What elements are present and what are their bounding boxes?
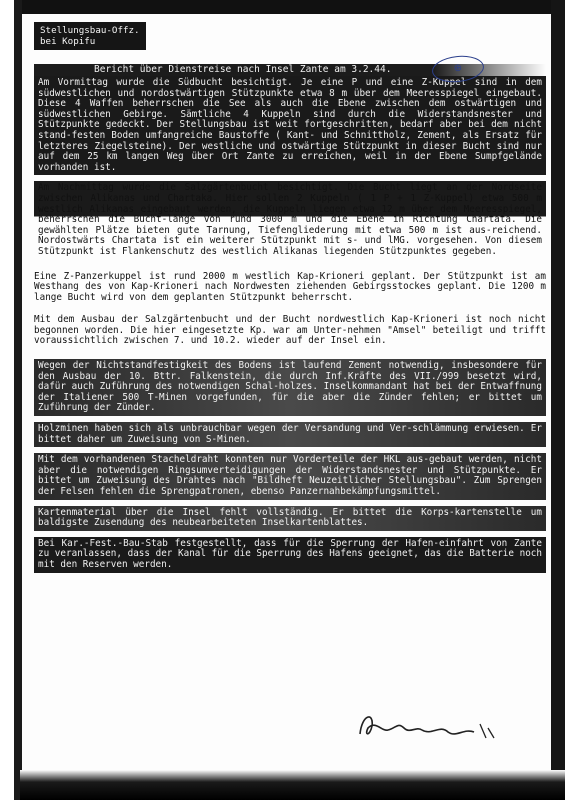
handwritten-signature xyxy=(352,706,502,746)
scan-border-bottom xyxy=(20,770,565,800)
scan-border-right xyxy=(551,0,565,800)
paragraph-suedbucht: Am Vormittag wurde die Südbucht besichtigt. Je eine P und eine Z-Kuppel sind in dem südwestlichen und nordostwärtigen Stützpunkte etwa 8 m über dem Meeresspiegel eingebaut. Diese 4 Waffen beherrschen die See als auch die Ebene zwischen dem ostwärtigen und südwestlichen Gebirge. Sämtliche 4 Kuppeln sind durch die Widerstandsnester und Stützpunkte gedeckt. Der Stellungsbau ist weit fortgeschritten, bedarf aber bei dem nicht stand-festen Boden umfangreiche Baustoffe ( Kant- und Schnittholz, Zement, als Ersatz für letzteres Ziegelsteine). Der westliche und ostwärtige Stützpunkt in dieser Bucht sind nur auf dem 25 km langen Weg über Ort Zante zu erreichen, weil in der Ebene Sumpfgelände vorhanden ist. xyxy=(34,76,546,175)
document-body xyxy=(34,22,546,767)
scan-border-top xyxy=(20,0,565,14)
stamp-text: ⊕ xyxy=(453,62,463,75)
scan-border-left xyxy=(0,0,22,800)
paragraph-panzerkuppel: Eine Z-Panzerkuppel ist rund 2000 m westlich Kap-Krioneri geplant. Der Stützpunkt ist am Westhang des von Kap-Krioneri nach Nordwesten ziehenden Gebirgsstockes geplant. Die 1200 m lange Bucht wird von dem geplanten Stützpunkt beherrscht. xyxy=(34,270,546,303)
paragraph-salzgaertenbucht: Am Nachmittag wurde die Salzgärtenbucht besichtigt. Die Bucht liegt an der Nordseite zwischen Alikanas und Chartaka. Hier sollen 2 Kuppeln ( 1 P + 1 Z-Kuppel) etwa 500 m westlich Alikanas eingebaut werden, die Kuppeln liegen etwa 12 m über dem Meeresspiegel, beherrschen die Bucht-länge von rund 3000 m und die Ebene in Richtung Chartata. Die gewählten Plätze bieten gute Tarnung, Tiefengliederung mit etwa 500 m ist aus-reichend. Nordostwärts Chartata ist ein weiterer Stützpunkt mit s- und lMG. vorgesehen. Von diesem Stützpunkt ist Flankenschutz des westlich Alikanas liegenden Stützpunktes gegeben. xyxy=(34,181,546,259)
sender-line-1: Stellungsbau-Offz. xyxy=(40,25,140,36)
paragraph-hafensperre: Bei Kar.-Fest.-Bau-Stab festgestellt, dass für die Sperrung der Hafen-einfahrt von Zante zu veranlassen, dass der Kanal für die Sperrung des Hafens geeignet, das die Batterie noch mit den Reserven werden. xyxy=(34,537,546,573)
paragraph-zement: Wegen der Nichtstandfestigkeit des Bodens ist laufend Zement notwendig, insbesondere für den Ausbau der 10. Bttr. Falkenstein, die durch Inf.Kräfte des VII./999 besetzt wird, dafür auch Zuführung des notwendigen Schal-holzes. Inselkommandant hat bei der Entwaffnung der Italiener 500 T-Minen vorgefunden, für die aber die Zünder fehlen; er bittet um Zuführung der Zünder. xyxy=(34,359,546,416)
sender-line-2: bei Kopifu xyxy=(40,36,96,47)
sender-header xyxy=(34,22,146,50)
paragraph-ausbau: Mit dem Ausbau der Salzgärtenbucht und der Bucht nordwestlich Kap-Krioneri ist noch nicht begonnen worden. Die hier eingesetzte Kp. war am Unter-nehmen "Amsel" beteiligt und trifft voraussichtlich zwischen 7. und 10.2. wieder auf der Insel ein. xyxy=(34,314,546,347)
paragraph-kartenmaterial: Kartenmaterial über die Insel fehlt vollständig. Er bittet die Korps-kartenstelle um baldigste Zusendung des neubearbeiteten Inselkartenblattes. xyxy=(34,506,546,531)
paragraph-holzminen: Holzminen haben sich als unbrauchbar wegen der Versandung und Ver-schlämmung erwiesen. Er bittet daher um Zuweisung von S-Minen. xyxy=(34,422,546,447)
paragraph-stacheldraht: Mit dem vorhandenen Stacheldraht konnten nur Vorderteile der HKL aus-gebaut werden, nicht aber die notwendigen Ringsumverteidigungen der Widerstandsnester und Stützpunkte. Er bittet um Zuweisung des Drahtes nach "Bildheft Neuzeitlicher Stellungsbau". Zum Sprengen der Felsen fehlen die Sprengpatronen, ebenso Panzernahbekämpfungsmittel. xyxy=(34,453,546,499)
report-title: Bericht über Dienstreise nach Insel Zante am 3.2.44. xyxy=(34,64,546,76)
